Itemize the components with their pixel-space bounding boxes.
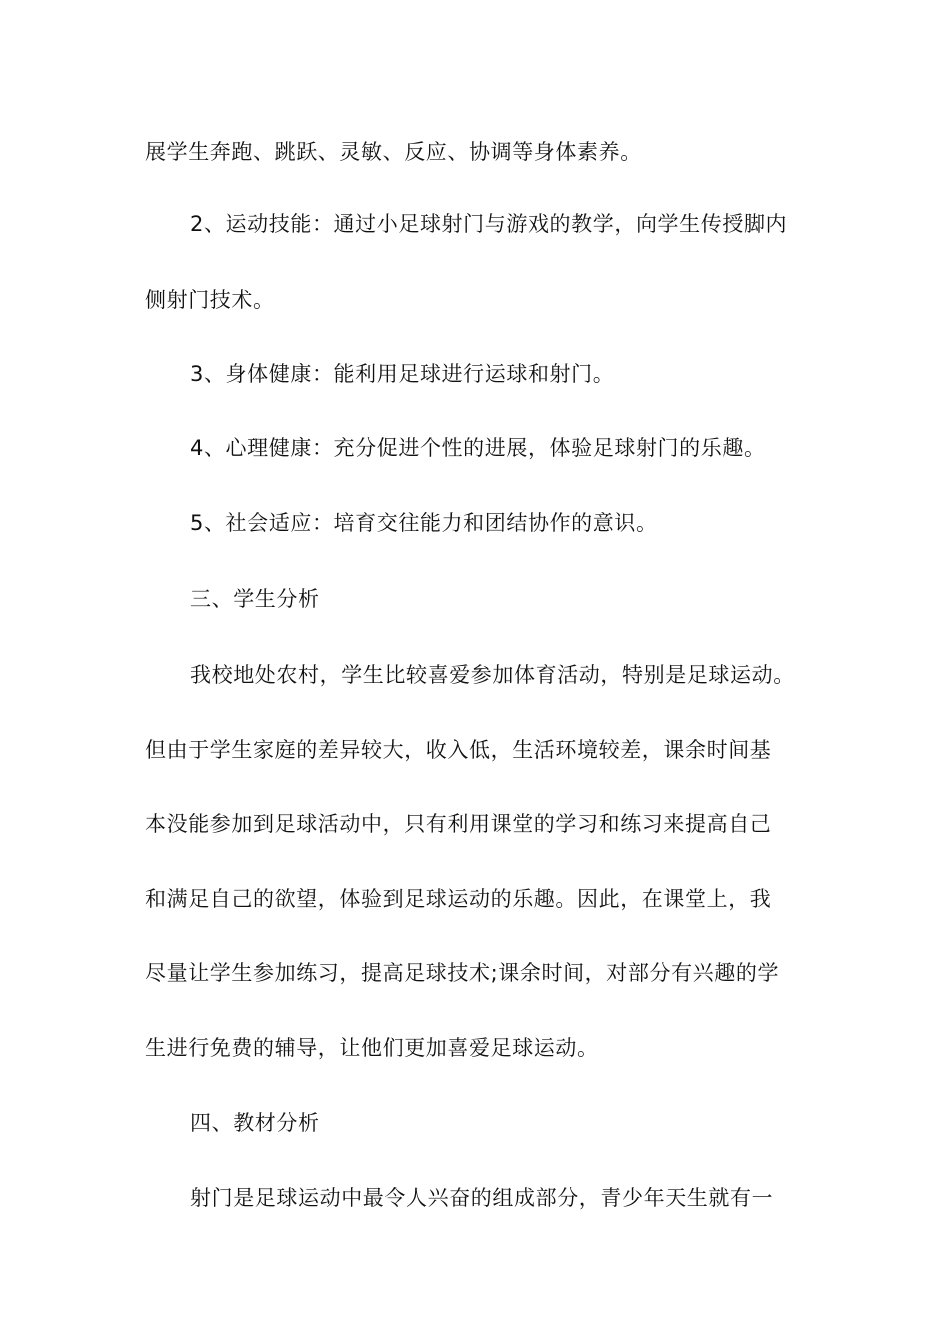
paragraph-line: 展学生奔跑、跳跃、灵敏、反应、协调等身体素养。 (145, 140, 642, 164)
section-heading-material-analysis: 四、教材分析 (190, 1111, 320, 1135)
paragraph-line: 我校地处农村，学生比较喜爱参加体育活动，特别是足球运动。 (190, 663, 795, 687)
paragraph-line: 但由于学生家庭的差异较大，收入低，生活环境较差，课余时间基 (145, 738, 772, 762)
objective-mental-health: 4、心理健康：充分促进个性的进展，体验足球射门的乐趣。 (190, 436, 766, 460)
objective-physical-health: 3、身体健康：能利用足球进行运球和射门。 (190, 362, 615, 386)
paragraph-line: 射门是足球运动中最令人兴奋的组成部分，青少年天生就有一 (190, 1186, 774, 1210)
paragraph-line: 和满足自己的欲望，体验到足球运动的乐趣。因此，在课堂上，我 (145, 887, 772, 911)
section-heading-student-analysis: 三、学生分析 (190, 587, 320, 611)
paragraph-line: 侧射门技术。 (145, 288, 275, 312)
paragraph-line: 本没能参加到足球活动中，只有利用课堂的学习和练习来提高自己 (145, 812, 772, 836)
paragraph-line: 生进行免费的辅导，让他们更加喜爱足球运动。 (145, 1036, 599, 1060)
objective-social-adaptation: 5、社会适应：培育交往能力和团结协作的意识。 (190, 511, 658, 535)
objective-motor-skills: 2、运动技能：通过小足球射门与游戏的教学，向学生传授脚内 (190, 212, 788, 236)
paragraph-line: 尽量让学生参加练习，提高足球技术;课余时间，对部分有兴趣的学 (145, 961, 780, 985)
